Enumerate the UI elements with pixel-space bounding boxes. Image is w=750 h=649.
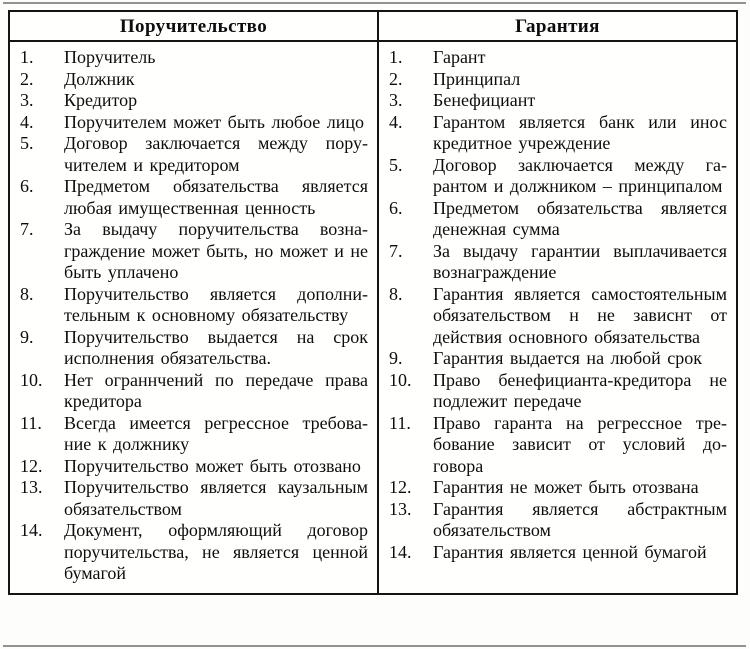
item-number: 11. [389,412,411,433]
comparison-table [8,10,738,595]
item-number: 2. [20,68,34,89]
list-item [387,499,727,542]
item-number: 1. [20,47,34,67]
item-number: 14. [20,520,43,540]
list-item [387,284,727,349]
item-text: Договор заключается между поручителем и кредитором [64,133,368,175]
item-text: За выдачу поручительства вознаграждение может быть, но может и не быть уплачено [64,219,368,282]
item-text: Предметом обязательства является денежная сумма [433,197,727,239]
item-number: 9. [20,326,34,347]
list-item [18,176,368,219]
scan-artifact-line [3,2,746,4]
item-number: 1. [389,47,403,67]
item-number: 7. [389,240,403,261]
list-item [18,284,368,327]
list-item [18,69,368,91]
item-number: 10. [20,369,43,390]
list-item [387,198,727,241]
item-number: 4. [389,111,403,132]
list-item [387,348,727,370]
list-item [387,69,727,91]
item-text: Гарант [433,47,486,67]
item-text: За выдачу гарантии выплачивается вознаграждение [433,240,727,282]
list-item [18,90,368,112]
item-text: Поручительство является каузальным обязательством [64,477,368,519]
suretyship-items-list [10,42,377,593]
item-text: Гарантия выдается на любой срок [433,348,703,368]
item-number: 14. [389,541,412,562]
list-item [18,327,368,370]
column-guarantee [379,12,736,593]
item-number: 4. [20,111,34,132]
list-item [18,47,368,69]
list-item [18,456,368,478]
column-suretyship [10,12,379,593]
item-text: Гарантом является банк или инос кредитное учреждение [433,111,727,153]
item-number: 11. [20,412,42,433]
item-number: 7. [20,219,34,239]
item-text: Гарантия не может быть отозвана [433,477,699,497]
item-text: Кредитор [64,90,138,110]
list-item [387,155,727,198]
item-text: Право гаранта на регрессное требование зависит от условий договора [433,412,727,476]
item-number: 8. [20,283,34,304]
item-text: Документ, оформляющий договор поручительства, не является ценной бумагой [64,520,368,583]
list-item [387,47,727,69]
item-number: 9. [389,348,403,368]
item-text: Гарантия является ценной бумагой [433,541,707,562]
column-header-suretyship: Поручительство [10,12,377,42]
item-text: Поручитель [64,47,156,67]
item-text: Всегда имеется регрессное требование к должнику [64,412,368,454]
item-text: Поручительство может быть отозвано [64,455,361,476]
item-number: 6. [389,197,403,218]
list-item [387,477,727,499]
list-item [387,241,727,284]
item-text: Договор заключается между гарантом и должником – принципалом [433,154,727,196]
item-number: 5. [20,133,34,153]
item-number: 3. [389,90,403,110]
list-item [18,219,368,284]
list-item [18,413,368,456]
item-number: 13. [20,477,43,497]
item-number: 5. [389,154,403,175]
item-text: Гарантия является самостоятельным обязательством н не зависнт от действия основного обязательства [433,283,727,347]
column-header-guarantee: Гарантия [379,12,736,42]
item-number: 6. [20,176,34,196]
item-text: Предметом обязательства является любая имущественная ценность [64,176,368,218]
item-text: Принципал [433,68,521,89]
list-item [387,112,727,155]
item-text: Нет ограннчений по передаче права кредитора [64,369,368,411]
item-text: Бенефициант [433,90,536,110]
list-item [387,90,727,112]
item-text: Право бенефицианта-кредитора не подлежит передаче [433,369,727,411]
item-text: Гарантия является абстрактным обязательством [433,498,727,540]
item-number: 3. [20,90,34,110]
scan-artifact-line [3,645,746,647]
item-text: Должник [64,68,135,89]
item-text: Поручителем может быть любое лицо [64,111,365,132]
item-text: Поручительство является дополнительным к основному обязательству [64,283,368,325]
list-item [387,370,727,413]
list-item [18,520,368,585]
list-item [18,477,368,520]
list-item [18,133,368,176]
item-number: 12. [389,477,412,497]
list-item [387,542,727,564]
list-item [18,370,368,413]
item-number: 13. [389,498,412,519]
item-number: 10. [389,369,412,390]
guarantee-items-list [379,42,736,571]
item-text: Поручительство выдается на срок исполнения обязательства. [64,326,368,368]
item-number: 8. [389,283,403,304]
list-item [387,413,727,478]
list-item [18,112,368,134]
item-number: 2. [389,68,403,89]
item-number: 12. [20,455,43,476]
